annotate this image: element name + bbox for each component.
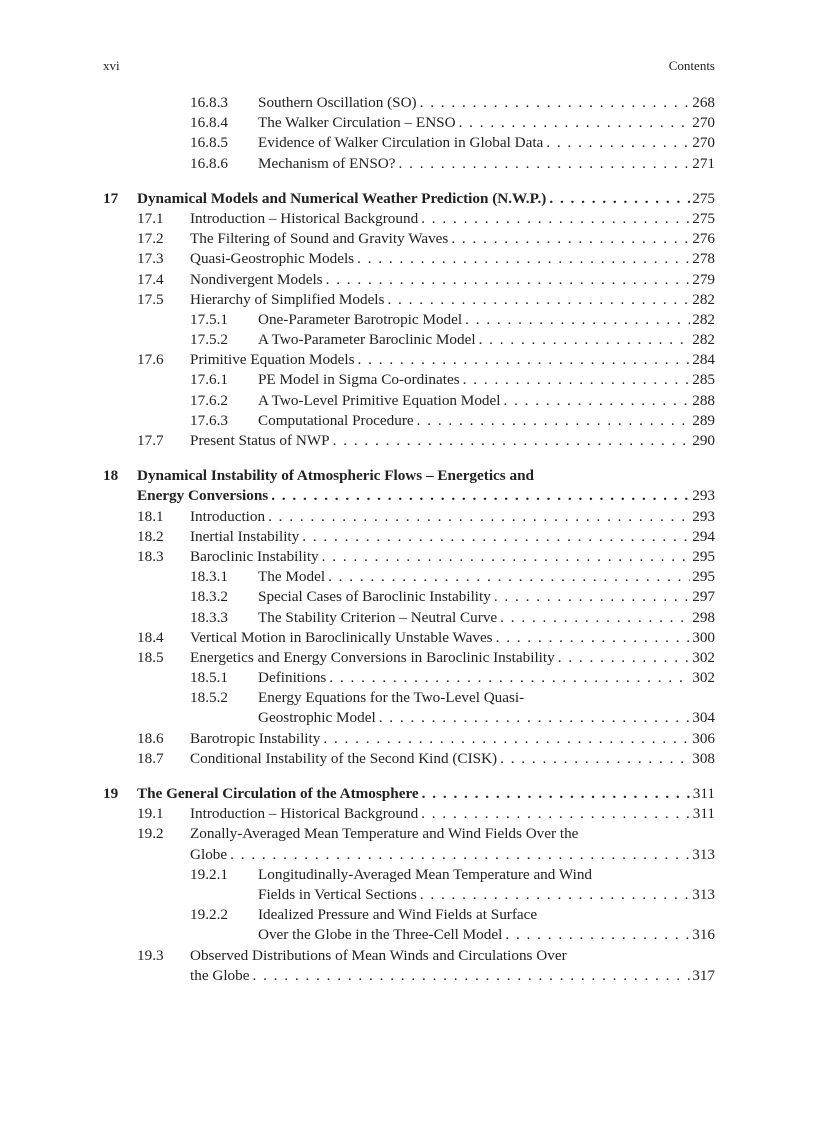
toc-entry[interactable] xyxy=(103,310,715,330)
toc-entry[interactable] xyxy=(103,587,715,607)
toc-entry-title: Introduction – Historical Background xyxy=(190,209,419,227)
toc-entry-title: Inertial Instability xyxy=(190,527,300,545)
toc-entry-number: 17.4 xyxy=(137,270,164,288)
toc-entry-body xyxy=(258,567,715,587)
toc-entry[interactable] xyxy=(103,466,715,486)
running-title: Contents xyxy=(668,58,715,73)
toc-entry[interactable] xyxy=(103,547,715,567)
toc-entry-page: 298 xyxy=(692,608,715,626)
toc-entry-page: 297 xyxy=(692,588,715,606)
dot-leader xyxy=(299,527,690,547)
toc-entry-body xyxy=(190,845,715,865)
toc-entry-body xyxy=(190,270,715,290)
toc-entry-page xyxy=(567,946,569,966)
toc-entry-title: Observed Distributions of Mean Winds and Circulations Over xyxy=(190,946,567,964)
toc-entry-body xyxy=(258,113,715,133)
toc-entry-page: 313 xyxy=(692,885,715,903)
toc-entry-title: Dynamical Instability of Atmospheric Flows – Energetics and xyxy=(137,467,534,485)
toc-entry-body xyxy=(190,209,715,229)
toc-entry-title: Over the Globe in the Three-Cell Model xyxy=(258,926,503,944)
toc-entry-number: 17.5.2 xyxy=(190,331,228,349)
toc-entry-body xyxy=(258,925,715,945)
toc-entry-body xyxy=(190,628,715,648)
dot-leader xyxy=(355,350,691,370)
toc-entry-number: 19.2 xyxy=(137,825,164,843)
toc-entry-number: 18 xyxy=(103,467,119,485)
toc-entry-page: 275 xyxy=(692,189,715,207)
toc-entry-page: 282 xyxy=(692,290,715,308)
toc-entry-number: 17.6 xyxy=(137,351,164,369)
dot-leader xyxy=(354,249,690,269)
toc-entry-page: 284 xyxy=(692,351,715,369)
toc-entry-title: Conditional Instability of the Second Kind (CISK) xyxy=(190,749,498,767)
toc-entry-number: 19.1 xyxy=(137,805,164,823)
dot-leader xyxy=(319,547,691,567)
toc-entry[interactable] xyxy=(103,249,715,269)
toc-entry-number: 18.7 xyxy=(137,749,164,767)
dot-leader xyxy=(555,648,691,668)
toc-entry-page: 293 xyxy=(692,487,715,505)
toc-entry-body xyxy=(190,290,715,310)
toc-entry-page: 270 xyxy=(692,134,715,152)
dot-leader xyxy=(476,330,691,350)
toc-entry-body xyxy=(190,804,715,824)
toc-entry[interactable] xyxy=(103,93,715,113)
toc-entry-page: 295 xyxy=(692,568,715,586)
dot-leader xyxy=(326,668,690,688)
toc-entry-title: Primitive Equation Models xyxy=(190,351,355,369)
toc-entry-page: 313 xyxy=(692,845,715,863)
toc-entry-body xyxy=(258,905,715,925)
dot-leader xyxy=(417,885,690,905)
toc-entry-number: 16.8.5 xyxy=(190,134,228,152)
toc-entry-number: 19 xyxy=(103,785,119,802)
toc-entry-body xyxy=(258,93,715,113)
toc-entry-title: A Two-Parameter Baroclinic Model xyxy=(258,331,476,349)
toc-entry[interactable] xyxy=(103,905,715,925)
toc-entry[interactable] xyxy=(103,567,715,587)
toc-entry[interactable] xyxy=(103,431,715,451)
toc-entry[interactable] xyxy=(103,113,715,133)
toc-entry-number: 18.1 xyxy=(137,507,164,525)
toc-entry[interactable] xyxy=(103,133,715,153)
toc-entry[interactable] xyxy=(103,749,715,769)
dot-leader xyxy=(417,93,691,113)
dot-leader xyxy=(249,966,690,986)
toc-entry-number: 17.5.1 xyxy=(190,310,228,328)
toc-entry-title: Zonally-Averaged Mean Temperature and Wind Fields Over the xyxy=(190,825,579,843)
toc-entry-number: 17.7 xyxy=(137,432,164,449)
toc-entry-page: 295 xyxy=(692,547,715,565)
toc-entry-page xyxy=(524,688,526,708)
toc-entry-number: 18.3.2 xyxy=(190,588,228,606)
toc-entry-number: 18.5.1 xyxy=(190,669,228,687)
toc-entry-title: Energy Conversions xyxy=(137,487,269,505)
dot-leader xyxy=(418,209,690,229)
toc-entry-body xyxy=(190,946,715,966)
toc-entry[interactable] xyxy=(103,189,715,209)
toc-entry-number: 18.3.1 xyxy=(190,568,228,586)
toc-entry-body xyxy=(190,966,715,986)
page-header xyxy=(103,58,715,78)
dot-leader xyxy=(500,391,690,411)
toc-entry-body xyxy=(137,486,715,506)
toc-entry-page: 317 xyxy=(692,966,715,984)
toc-entry-title: Mechanism of ENSO? xyxy=(258,154,396,172)
toc-entry-title: Southern Oscillation (SO) xyxy=(258,94,417,111)
section-gap xyxy=(103,451,715,466)
dot-leader xyxy=(493,628,691,648)
toc-entry-page: 279 xyxy=(692,270,715,288)
toc-entry[interactable] xyxy=(103,486,715,506)
toc-entry-number: 16.8.4 xyxy=(190,114,228,132)
dot-leader xyxy=(419,784,691,804)
toc-entry[interactable] xyxy=(103,925,715,945)
toc-entry[interactable] xyxy=(103,784,715,804)
dot-leader xyxy=(325,567,690,587)
toc-entry[interactable] xyxy=(103,729,715,749)
toc-entry[interactable] xyxy=(103,628,715,648)
toc-entry[interactable] xyxy=(103,946,715,966)
dot-leader xyxy=(456,113,691,133)
toc-entry-body xyxy=(190,824,715,844)
dot-leader xyxy=(448,229,690,249)
toc-entry[interactable] xyxy=(103,608,715,628)
toc-entry-body xyxy=(258,310,715,330)
toc-entry-title: Fields in Vertical Sections xyxy=(258,885,417,903)
dot-leader xyxy=(323,270,691,290)
dot-leader xyxy=(320,729,690,749)
toc-entry[interactable] xyxy=(103,350,715,370)
toc-entry-title: The Walker Circulation – ENSO xyxy=(258,114,456,132)
toc-entry[interactable] xyxy=(103,804,715,824)
toc-entry-number: 17.5 xyxy=(137,290,164,308)
toc-entry-title: Idealized Pressure and Wind Fields at Surface xyxy=(258,906,538,924)
toc-entry[interactable] xyxy=(103,507,715,527)
toc-entry-body xyxy=(190,749,715,769)
toc-entry-title: Quasi-Geostrophic Models xyxy=(190,250,355,268)
toc-entry[interactable] xyxy=(103,370,715,390)
toc-entry-body xyxy=(190,507,715,527)
toc-entry[interactable] xyxy=(103,270,715,290)
toc-entry-title: Evidence of Walker Circulation in Global Data xyxy=(258,134,544,152)
toc-entry-page: 271 xyxy=(692,154,715,172)
toc-entry-title: Special Cases of Baroclinic Instability xyxy=(258,588,491,606)
toc-entry[interactable] xyxy=(103,209,715,229)
toc-entry-title: Introduction – Historical Background xyxy=(190,805,419,823)
toc-entry-page: 270 xyxy=(692,114,715,132)
toc-entry-page xyxy=(578,824,580,844)
toc-entry-number: 16.8.3 xyxy=(190,94,228,111)
toc-entry-body xyxy=(258,885,715,905)
dot-leader xyxy=(502,925,690,945)
toc-entry-page: 311 xyxy=(692,805,715,823)
toc-entry-body xyxy=(190,729,715,749)
toc-entry[interactable] xyxy=(103,330,715,350)
toc-entry[interactable] xyxy=(103,885,715,905)
toc-entry[interactable] xyxy=(103,290,715,310)
toc-entry-page: 290 xyxy=(692,432,715,449)
dot-leader xyxy=(396,154,691,174)
toc-entry[interactable] xyxy=(103,824,715,844)
dot-leader xyxy=(418,804,691,824)
toc-entry-title: PE Model in Sigma Co-ordinates xyxy=(258,371,460,389)
toc-entry-title: Barotropic Instability xyxy=(190,729,321,747)
toc-entry-page: 302 xyxy=(692,648,715,666)
toc-entry-number: 18.6 xyxy=(137,729,164,747)
toc-entry-title: The Model xyxy=(258,568,326,586)
toc-entry-body xyxy=(258,708,715,728)
toc-entry-number: 18.5 xyxy=(137,648,164,666)
dot-leader xyxy=(265,507,690,527)
toc-entry-body xyxy=(190,431,715,451)
dot-leader xyxy=(497,608,690,628)
toc-entry-title: Energy Equations for the Two-Level Quasi- xyxy=(258,689,525,707)
toc-entry-page: 300 xyxy=(692,628,715,646)
toc-entry-number: 17.3 xyxy=(137,250,164,268)
toc-entry-number: 17.6.1 xyxy=(190,371,228,389)
toc-entry[interactable] xyxy=(103,668,715,688)
toc-entry-page: 276 xyxy=(692,230,715,248)
dot-leader xyxy=(543,133,690,153)
dot-leader xyxy=(376,708,691,728)
toc-entry-page: 308 xyxy=(692,749,715,767)
toc-entry-title: Nondivergent Models xyxy=(190,270,323,288)
dot-leader xyxy=(330,431,691,451)
toc-entry-title: A Two-Level Primitive Equation Model xyxy=(258,391,501,409)
toc-entry-body xyxy=(258,411,715,431)
toc-entry-body xyxy=(190,350,715,370)
dot-leader xyxy=(227,845,690,865)
toc-entry-page: 302 xyxy=(692,669,715,687)
section-gap xyxy=(103,769,715,784)
toc-entry-title: Hierarchy of Simplified Models xyxy=(190,290,385,308)
toc-entry-page: 285 xyxy=(692,371,715,389)
toc-entry-body xyxy=(258,330,715,350)
section-gap xyxy=(103,174,715,189)
toc-entry-number: 18.4 xyxy=(137,628,164,646)
toc-entry-number: 19.2.1 xyxy=(190,865,228,883)
toc-entry-number: 18.3.3 xyxy=(190,608,228,626)
toc-entry-body xyxy=(190,229,715,249)
toc-entry-page: 288 xyxy=(692,391,715,409)
toc-entry[interactable] xyxy=(103,966,715,986)
toc-entry-page xyxy=(537,905,539,925)
dot-leader xyxy=(497,749,690,769)
toc-entry-page xyxy=(534,466,536,486)
dot-leader xyxy=(491,587,690,607)
dot-leader xyxy=(460,370,691,390)
toc-entry-title: Introduction xyxy=(190,507,266,525)
dot-leader xyxy=(414,411,691,431)
toc-entry[interactable] xyxy=(103,527,715,547)
dot-leader xyxy=(462,310,690,330)
toc-entry-number: 19.2.2 xyxy=(190,906,228,924)
toc-entry-number: 19.3 xyxy=(137,946,164,964)
toc-entry-body xyxy=(258,688,715,708)
toc-entry-page xyxy=(592,865,594,885)
toc-entry[interactable] xyxy=(103,229,715,249)
toc-entry-body xyxy=(190,648,715,668)
toc-entry-title: Globe xyxy=(190,845,228,863)
dot-leader xyxy=(268,486,690,506)
toc-entry-body xyxy=(137,189,715,209)
toc-entry-body xyxy=(190,249,715,269)
toc-entry-page: 282 xyxy=(692,331,715,349)
toc-entry-title: The Stability Criterion – Neutral Curve xyxy=(258,608,498,626)
toc-entry-page: 316 xyxy=(692,926,715,944)
toc-entry-title: Vertical Motion in Baroclinically Unstable Waves xyxy=(190,628,493,646)
toc-entry-title: Energetics and Energy Conversions in Baroclinic Instability xyxy=(190,648,555,666)
toc-entry-title: the Globe xyxy=(190,966,250,984)
toc-entry-number: 18.2 xyxy=(137,527,164,545)
dot-leader xyxy=(384,290,690,310)
table-of-contents xyxy=(103,93,715,986)
toc-entry-page: 304 xyxy=(692,709,715,727)
toc-entry-number: 17.6.3 xyxy=(190,411,228,429)
page-number: xvi xyxy=(103,58,120,73)
toc-entry[interactable] xyxy=(103,648,715,668)
toc-entry[interactable] xyxy=(103,865,715,885)
toc-entry-number: 17.2 xyxy=(137,230,164,248)
toc-entry-page: 282 xyxy=(692,310,715,328)
toc-entry-page: 294 xyxy=(692,527,715,545)
toc-entry-title: Geostrophic Model xyxy=(258,709,376,727)
toc-entry-number: 17.1 xyxy=(137,209,164,227)
toc-entry[interactable] xyxy=(103,391,715,411)
toc-entry-page: 275 xyxy=(692,209,715,227)
toc-entry-body xyxy=(258,587,715,607)
toc-entry-page: 293 xyxy=(692,507,715,525)
toc-entry[interactable] xyxy=(103,708,715,728)
toc-entry-body xyxy=(137,784,715,804)
toc-entry-title: Dynamical Models and Numerical Weather Prediction (N.W.P.) xyxy=(137,189,547,207)
toc-entry-body xyxy=(258,865,715,885)
toc-entry-page: 278 xyxy=(692,250,715,268)
toc-entry-body xyxy=(258,608,715,628)
toc-entry-page: 306 xyxy=(692,729,715,747)
toc-entry-page: 268 xyxy=(692,94,715,111)
toc-entry-body xyxy=(258,668,715,688)
toc-entry-title: One-Parameter Barotropic Model xyxy=(258,310,463,328)
toc-entry-number: 16.8.6 xyxy=(190,154,228,172)
toc-entry[interactable] xyxy=(103,411,715,431)
toc-entry-body xyxy=(258,370,715,390)
toc-entry-body xyxy=(137,466,715,486)
toc-entry-title: The Filtering of Sound and Gravity Waves xyxy=(190,230,449,248)
toc-entry[interactable] xyxy=(103,688,715,708)
dot-leader xyxy=(546,189,690,209)
toc-entry-title: Present Status of NWP xyxy=(190,432,330,449)
toc-entry[interactable] xyxy=(103,154,715,174)
toc-entry-number: 17.6.2 xyxy=(190,391,228,409)
toc-entry-body xyxy=(190,527,715,547)
toc-entry-number: 18.3 xyxy=(137,547,164,565)
toc-entry-title: Definitions xyxy=(258,669,327,687)
toc-entry-title: The General Circulation of the Atmosphere xyxy=(137,785,419,802)
toc-entry-body xyxy=(258,154,715,174)
toc-entry-title: Longitudinally-Averaged Mean Temperature and Wind xyxy=(258,865,593,883)
toc-entry-number: 18.5.2 xyxy=(190,689,228,707)
toc-entry-number: 17 xyxy=(103,189,119,207)
toc-entry-page: 289 xyxy=(692,411,715,429)
toc-entry-body xyxy=(190,547,715,567)
toc-entry[interactable] xyxy=(103,845,715,865)
toc-entry-body xyxy=(258,133,715,153)
toc-entry-body xyxy=(258,391,715,411)
toc-entry-title: Computational Procedure xyxy=(258,411,414,429)
toc-entry-title: Baroclinic Instability xyxy=(190,547,319,565)
toc-entry-page: 311 xyxy=(692,785,715,802)
